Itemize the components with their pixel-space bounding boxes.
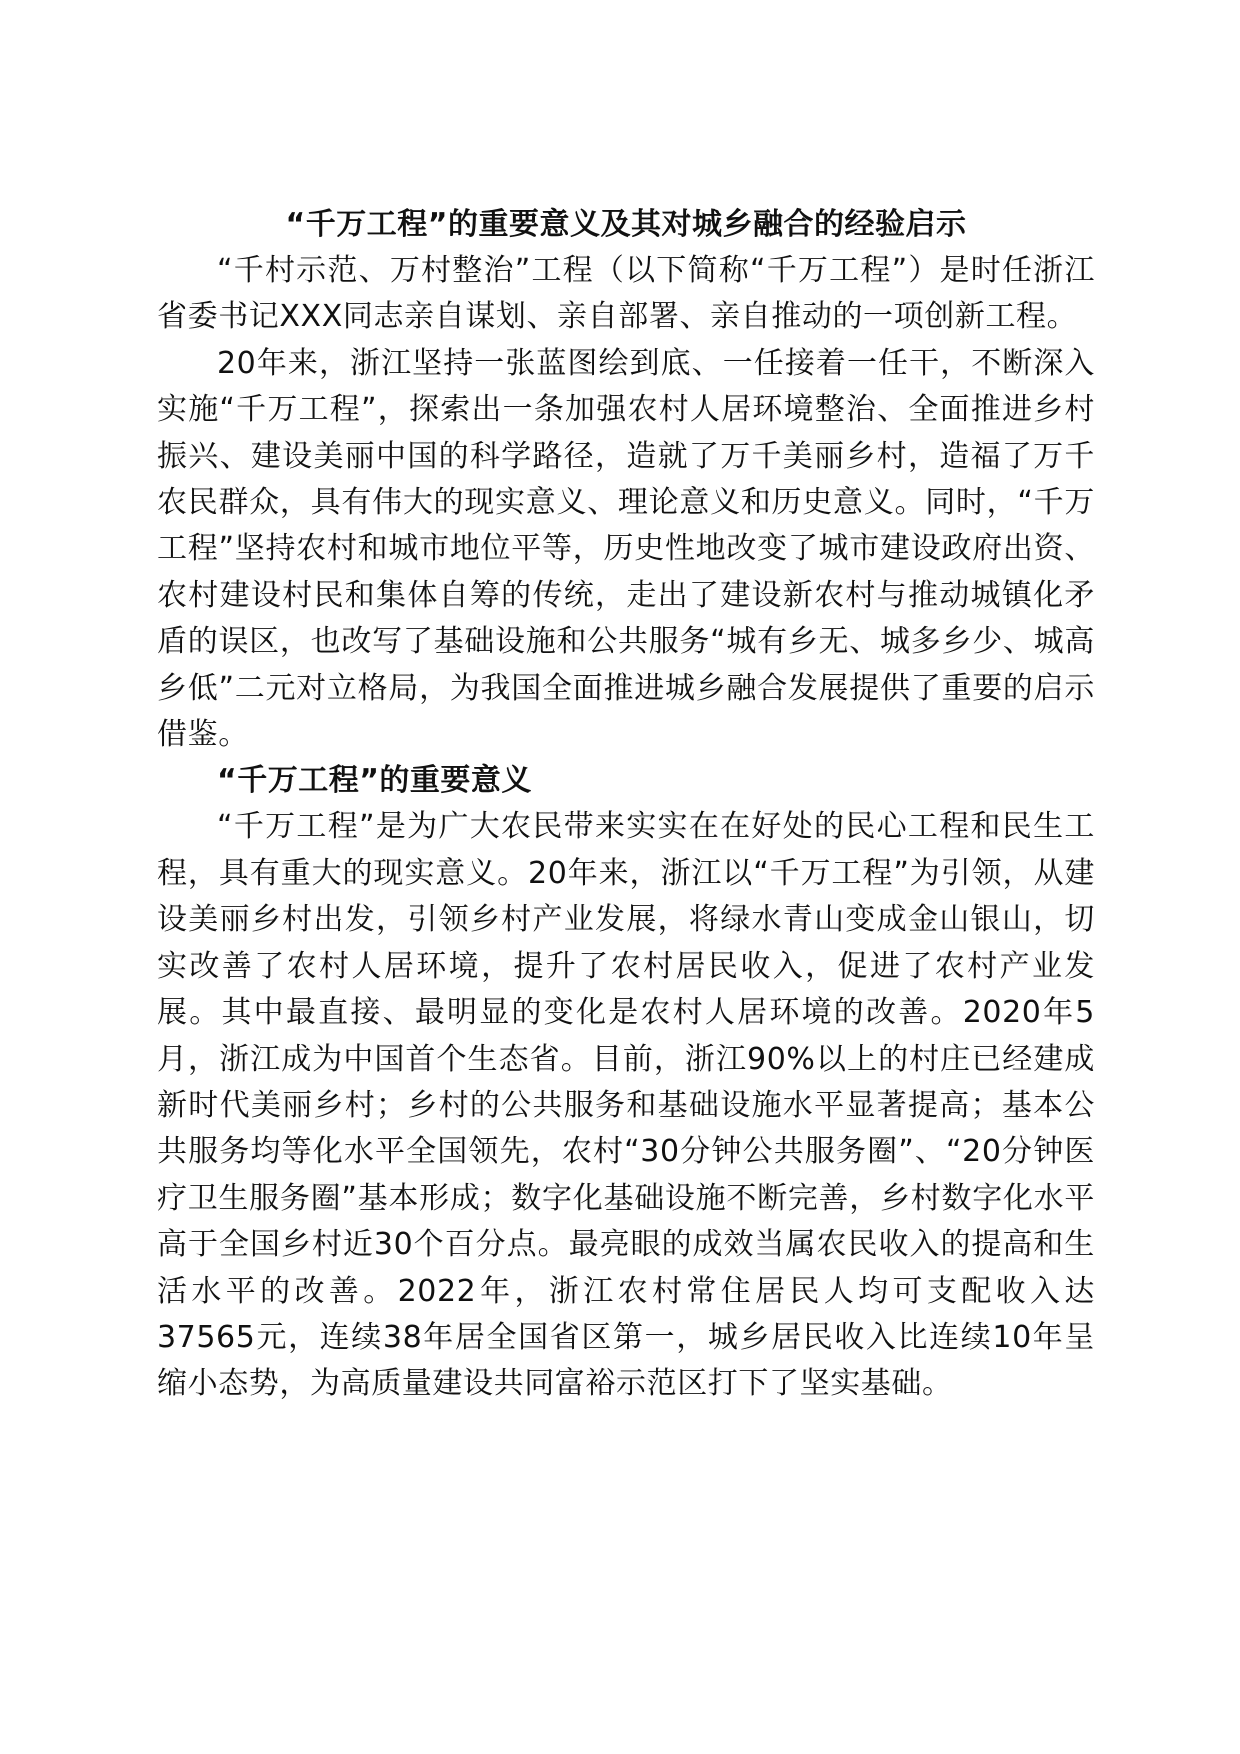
- paragraph-significance: “千万工程”是为广大农民带来实实在在好处的民心工程和民生工程，具有重大的现实意义。20年来，浙江以“千万工程”为引领，从建设美丽乡村出发，引领乡村产业发展，将绿水青山变成金山银山，切实改善了农村人居环境，提升了农村居民收入，促进了农村产业发展。其中最直接、最明显的变化是农村人居环境的改善。2020年5月，浙江成为中国首个生态省。目前，浙江90%以上的村庄已经建成新时代美丽乡村；乡村的公共服务和基础设施水平显著提高；基本公共服务均等化水平全国领先，农村“30分钟公共服务圈”、“20分钟医疗卫生服务圈”基本形成；数字化基础设施不断完善，乡村数字化水平高于全国乡村近30个百分点。最亮眼的成效当属农民收入的提高和生活水平的改善。2022年，浙江农村常住居民人均可支配收入达37565元，连续38年居全国省区第一，城乡居民收入比连续10年呈缩小态势，为高质量建设共同富裕示范区打下了坚实基础。: [157, 809, 1095, 1402]
- document-title: “千万工程”的重要意义及其对城乡融合的经验启示: [285, 207, 967, 242]
- paragraph-background: 20年来，浙江坚持一张蓝图绘到底、一任接着一任干，不断深入实施“千万工程”，探索出一条加强农村人居环境整治、全面推进乡村振兴、建设美丽中国的科学路径，造就了万千美丽乡村，造福了万千农民群众，具有伟大的现实意义、理论意义和历史意义。同时，“千万工程”坚持农村和城市地位平等，历史性地改变了城市建设政府出资、农村建设村民和集体自筹的传统，走出了建设新农村与推动城镇化矛盾的误区，也改写了基础设施和公共服务“城有乡无、城多乡少、城高乡低”二元对立格局，为我国全面推进城乡融合发展提供了重要的启示借鉴。: [157, 345, 1095, 753]
- section-heading: “千万工程”的重要意义: [217, 763, 532, 799]
- paragraph-intro: “千村示范、万村整治”工程（以下简称“千万工程”）是时任浙江省委书记XXX同志亲自谋划、亲自部署、亲自推动的一项创新工程。: [157, 253, 1095, 335]
- document-body: [157, 202, 1095, 1408]
